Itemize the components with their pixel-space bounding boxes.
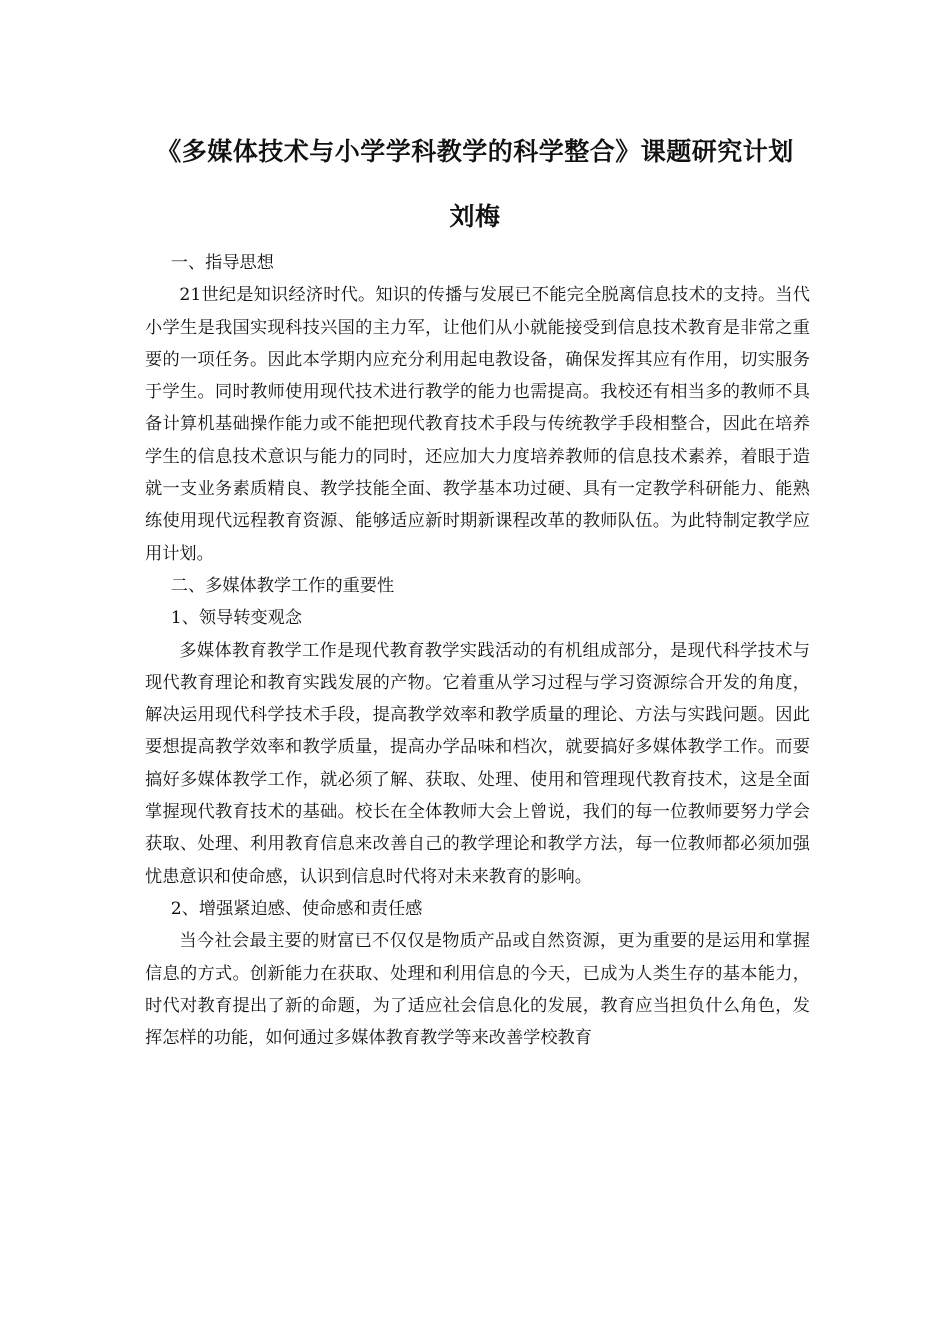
document-title: 《多媒体技术与小学学科教学的科学整合》课题研究计划 — [156, 137, 794, 166]
author-name: 刘梅 — [449, 202, 501, 231]
subsection-heading-change-concepts: 1、领导转变观念 — [170, 608, 303, 629]
document-body — [145, 247, 810, 1054]
paragraph-guiding-ideology: 21世纪是知识经济时代。知识的传播与发展已不能完全脱离信息技术的支持。当代小学生是我国实现科技兴国的主力军，让他们从小就能接受到信息技术教育是非常之重要的一项任务。因此本学期内应充分利用起电教设备，确保发挥其应有作用，切实服务于学生。同时教师使用现代技术进行教学的能力也需提高。我校还有相当多的教师不具备计算机基础操作能力或不能把现代教育技术手段与传统教学手段相整合，因此在培养学生的信息技术意识与能力的同时，还应加大力度培养教师的信息技术素养，着眼于造就一支业务素质精良、教学技能全面、教学基本功过硬、具有一定教学科研能力、能熟练使用现代远程教育资源、能够适应新时期新课程改革的教师队伍。为此特制定教学应用计划。 — [145, 285, 810, 564]
paragraph-change-concepts: 多媒体教育教学工作是现代教育教学实践活动的有机组成部分，是现代科学技术与现代教育理论和教育实践发展的产物。它着重从学习过程与学习资源综合开发的角度，解决运用现代科学技术手段，提高教学效率和教学质量的理论、方法与实践问题。因此要想提高教学效率和教学质量，提高办学品味和档次，就要搞好多媒体教学工作。而要搞好多媒体教学工作，就必须了解、获取、处理、使用和管理现代教育技术，这是全面掌握现代教育技术的基础。校长在全体教师大会上曾说，我们的每一位教师要努力学会获取、处理、利用教育信息来改善自己的教学理论和教学方法，每一位教师都必须加强忧患意识和使命感，认识到信息时代将对未来教育的影响。 — [145, 640, 810, 887]
paragraph-urgency: 当今社会最主要的财富已不仅仅是物质产品或自然资源，更为重要的是运用和掌握信息的方式。创新能力在获取、处理和利用信息的今天，已成为人类生存的基本能力，时代对教育提出了新的命题，为了适应社会信息化的发展，教育应当担负什么角色，发挥怎样的功能，如何通过多媒体教育教学等来改善学校教育 — [145, 931, 810, 1049]
section-heading-importance: 二、多媒体教学工作的重要性 — [170, 575, 395, 596]
section-heading-guiding-ideology: 一、指导思想 — [170, 253, 274, 273]
subsection-heading-urgency: 2、增强紧迫感、使命感和责任感 — [170, 898, 423, 919]
